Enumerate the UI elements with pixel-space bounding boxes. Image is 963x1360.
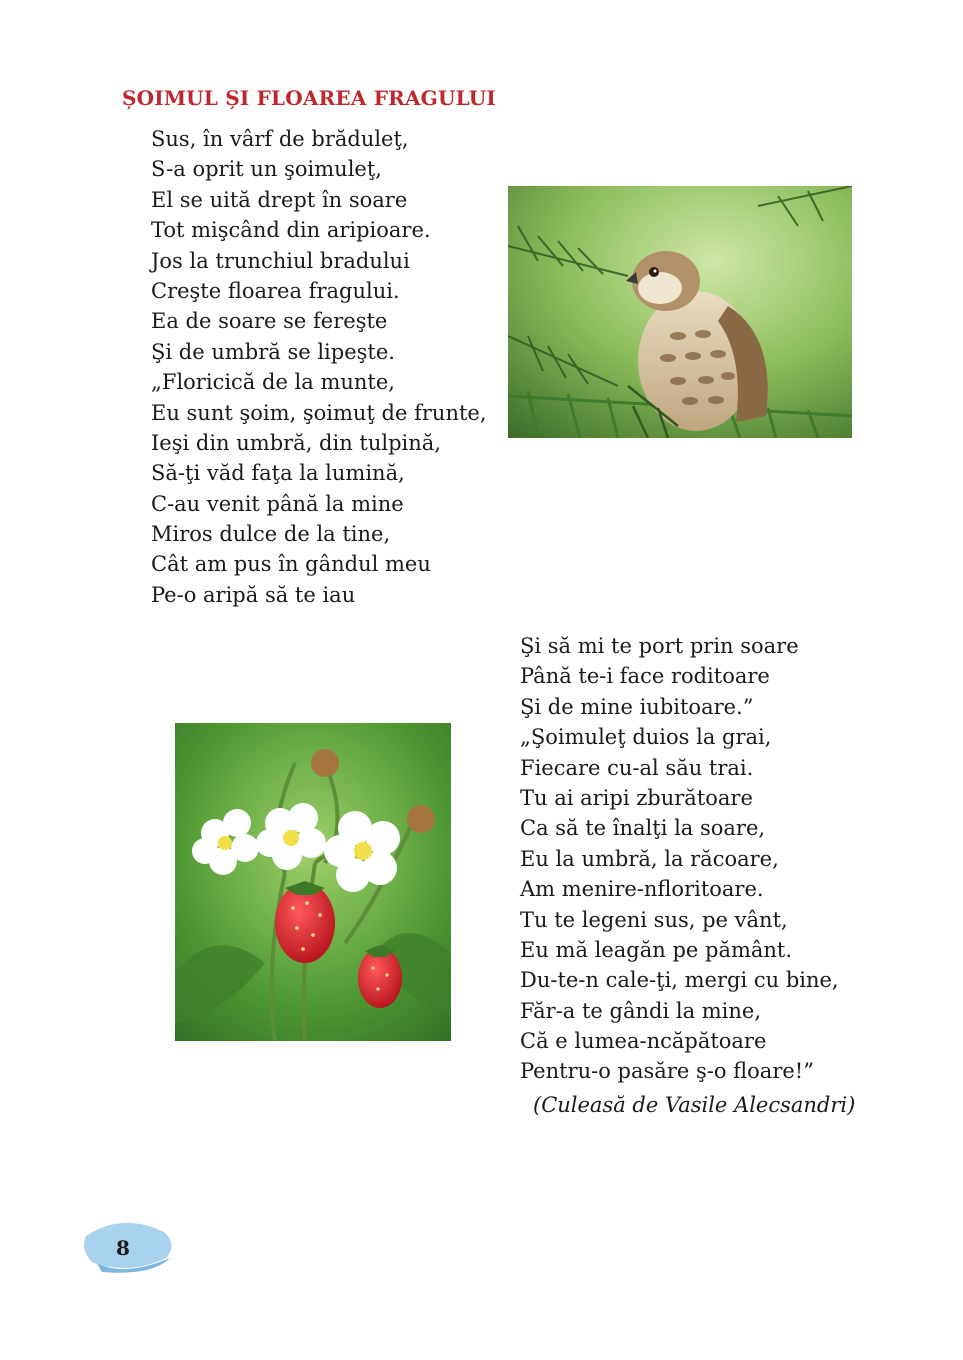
poem-attribution: (Culeasă de Vasile Alecsandri) bbox=[533, 1093, 856, 1117]
poem-line: Miros dulce de la tine, bbox=[151, 522, 391, 547]
poem-line: Până te-i face roditoare bbox=[520, 664, 770, 689]
strawberry-photo bbox=[175, 723, 451, 1041]
poem-line: „Floricică de la munte, bbox=[151, 370, 395, 395]
poem-line: S-a oprit un şoimuleţ, bbox=[151, 157, 382, 182]
poem-line: Eu mă leagăn pe pământ. bbox=[520, 937, 793, 962]
poem-line: Du-te-n cale-ţi, mergi cu bine, bbox=[520, 968, 839, 993]
poem-line: Că e lumea-ncăpătoare bbox=[520, 1029, 767, 1054]
poem-line: El se uită drept în soare bbox=[151, 187, 408, 212]
poem-line: Jos la trunchiul bradului bbox=[151, 248, 410, 273]
poem-line: Ea de soare se fereşte bbox=[151, 309, 388, 334]
poem-line: Pe-o aripă să te iau bbox=[151, 582, 356, 607]
poem-stanza-2 bbox=[520, 631, 839, 1087]
poem-line: Tot mişcând din aripioare. bbox=[151, 218, 431, 243]
falcon-photo bbox=[508, 186, 852, 438]
poem-line: Şi de mine iubitoare.” bbox=[520, 694, 754, 719]
poem-line: Şi de umbră se lipeşte. bbox=[151, 339, 395, 364]
poem-line: Am menire-nfloritoare. bbox=[520, 877, 764, 902]
poem-title: ȘOIMUL ȘI FLOAREA FRAGULUI bbox=[122, 86, 496, 110]
wild-strawberry-flowers-icon bbox=[175, 723, 451, 1041]
poem-line: Şi să mi te port prin soare bbox=[520, 634, 799, 658]
falcon-on-fir-branch-icon bbox=[508, 186, 852, 438]
page-number-badge bbox=[82, 1218, 176, 1276]
poem-stanza-1 bbox=[151, 124, 487, 610]
poem-line: C-au venit până la mine bbox=[151, 491, 404, 516]
poem-line: Tu te legeni sus, pe vânt, bbox=[520, 907, 788, 932]
poem-line: Ieşi din umbră, din tulpină, bbox=[151, 430, 441, 455]
poem-line: Eu sunt şoim, şoimuţ de frunte, bbox=[151, 400, 487, 425]
page-number: 8 bbox=[116, 1236, 130, 1260]
poem-line: Creşte floarea fragului. bbox=[151, 278, 400, 303]
poem-line: Pentru-o pasăre ş-o floare!” bbox=[520, 1059, 814, 1084]
poem-line: Cât am pus în gândul meu bbox=[151, 552, 431, 577]
poem-line: Să-ţi văd faţa la lumină, bbox=[151, 461, 405, 486]
poem-line: Fiecare cu-al său trai. bbox=[520, 755, 754, 780]
poem-line: Tu ai aripi zburătoare bbox=[520, 785, 753, 810]
poem-line: Ca să te înalţi la soare, bbox=[520, 816, 766, 841]
poem-line: Sus, în vârf de brăduleţ, bbox=[151, 127, 409, 151]
poem-line: Făr-a te gândi la mine, bbox=[520, 998, 762, 1023]
poem-line: Eu la umbră, la răcoare, bbox=[520, 846, 779, 871]
poem-line: „Şoimuleţ duios la grai, bbox=[520, 725, 772, 750]
